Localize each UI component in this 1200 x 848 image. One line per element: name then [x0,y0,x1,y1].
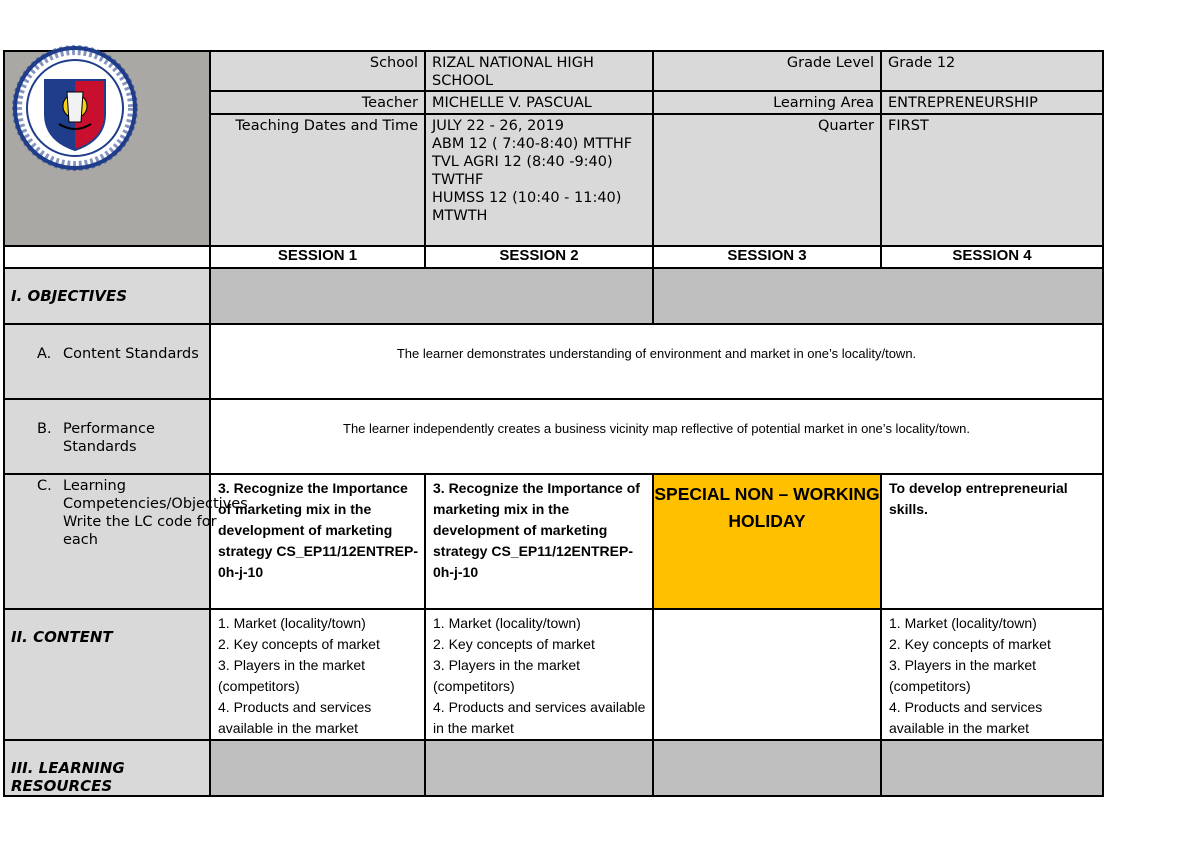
objectives-row [4,268,1103,324]
teaching-dates-label: Teaching Dates and Time [210,114,425,246]
resources-session-1 [210,740,425,796]
objectives-band-left [210,268,653,324]
list-item: 3. Players in the market (competitors) [889,657,1037,694]
daily-lesson-log-table [3,50,1104,797]
deped-seal-icon [5,52,211,240]
content-session-2 [425,609,653,740]
list-item: 4. Products and services available in the market [218,699,372,736]
list-item: 3. Players in the market (competitors) [433,657,581,694]
learning-area-value: ENTREPRENEURSHIP [881,91,1103,113]
list-item: 1. Market (locality/town) [433,615,581,631]
list-item: 4. Products and services available in the market [889,699,1043,736]
performance-standards-text: The learner independently creates a business vicinity map reflective of potential market in one’s locality/town. [210,399,1103,474]
content-heading: II. CONTENT [4,609,210,740]
list-item: 2. Key concepts of market [433,636,595,652]
resources-heading: III. LEARNING RESOURCES [4,740,210,796]
resources-session-2 [425,740,653,796]
content-standards-label: Content Standards [63,346,199,362]
list-item: 1. Market (locality/town) [218,615,366,631]
school-value: RIZAL NATIONAL HIGH SCHOOL [425,51,653,91]
content-session-4 [881,609,1103,740]
competencies-label: Learning Competencies/Objectives Write the LC code for each [63,478,248,548]
list-item: 4. Products and services available in the market [433,699,646,736]
grade-level-value: Grade 12 [881,51,1103,91]
competencies-marker: C. [37,478,52,494]
content-session-3 [653,609,881,740]
dates-line: ABM 12 ( 7:40-8:40) MTTHF [432,135,633,152]
session-2-header: SESSION 2 [425,246,653,268]
dates-line: JULY 22 - 26, 2019 [432,117,564,134]
competency-session-1: 3. Recognize the Importance of marketing mix in the development of marketing strategy CS_EP11/12ENTREP-0h-j-10 [210,474,425,609]
content-standards-row [4,324,1103,399]
teacher-label: Teacher [210,91,425,113]
quarter-label: Quarter [653,114,881,246]
list-item: 2. Key concepts of market [218,636,380,652]
header-row-school [4,51,1103,91]
school-label: School [210,51,425,91]
resources-session-4 [881,740,1103,796]
performance-standards-label: Performance Standards [63,421,155,455]
competencies-row [4,474,1103,609]
objectives-heading: I. OBJECTIVES [4,268,210,324]
logo-cell [4,51,210,246]
session-3-header: SESSION 3 [653,246,881,268]
list-item: 3. Players in the market (competitors) [218,657,366,694]
sessions-row [4,246,1103,268]
content-standards-marker: A. [37,346,52,362]
performance-standards-row [4,399,1103,474]
content-session-1 [210,609,425,740]
dates-line: HUMSS 12 (10:40 - 11:40) MTWTH [432,189,622,224]
list-item: 2. Key concepts of market [889,636,1051,652]
teaching-dates-value [425,114,653,246]
holiday-notice: SPECIAL NON – WORKING HOLIDAY [653,474,881,609]
learning-area-label: Learning Area [653,91,881,113]
session-4-header: SESSION 4 [881,246,1103,268]
list-item: 1. Market (locality/town) [889,615,1037,631]
resources-session-3 [653,740,881,796]
performance-standards-marker: B. [37,421,52,437]
resources-row [4,740,1103,796]
content-row [4,609,1103,740]
competencies-label-cell [4,474,248,609]
competency-session-4: To develop entrepreneurial skills. [881,474,1103,609]
sessions-blank-cell [4,246,210,268]
performance-standards-label-cell [4,399,210,474]
content-standards-label-cell [4,324,210,399]
competency-session-2: 3. Recognize the Importance of marketing mix in the development of marketing strategy CS_EP11/12ENTREP-0h-j-10 [425,474,653,609]
grade-level-label: Grade Level [653,51,881,91]
quarter-value: FIRST [881,114,1103,246]
teacher-value: MICHELLE V. PASCUAL [425,91,653,113]
session-1-header: SESSION 1 [210,246,425,268]
dates-line: TVL AGRI 12 (8:40 -9:40) TWTHF [432,153,613,188]
content-standards-text: The learner demonstrates understanding of environment and market in one’s locality/town. [210,324,1103,399]
objectives-band-right [653,268,1103,324]
